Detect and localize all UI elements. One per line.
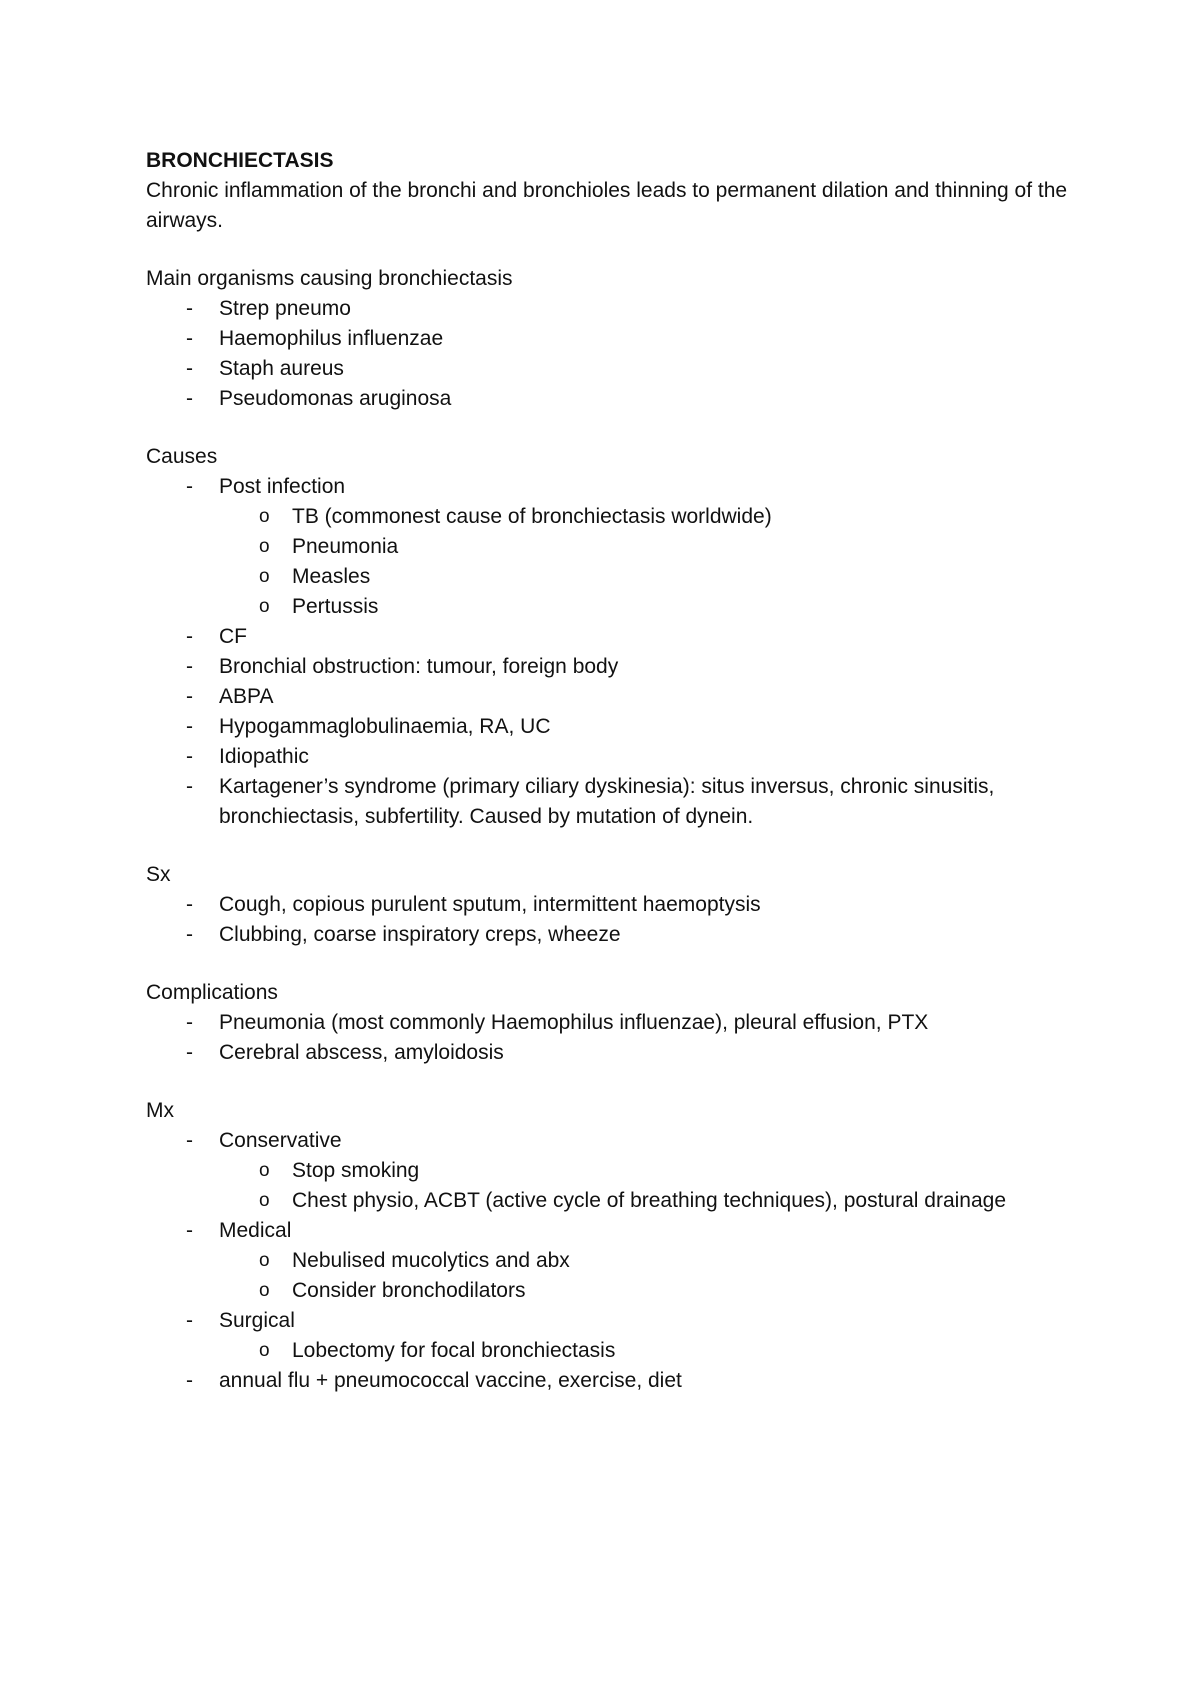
- list-item-text: Clubbing, coarse inspiratory creps, wheeze: [219, 923, 621, 946]
- dash-bullet-icon: -: [186, 625, 193, 648]
- list-item-text: Cerebral abscess, amyloidosis: [219, 1041, 504, 1064]
- sub-list-item: [219, 502, 1076, 532]
- dash-bullet-icon: -: [186, 357, 193, 380]
- list-item-text: CF: [219, 625, 247, 648]
- sub-list-wrapper: [146, 1336, 1076, 1366]
- list-item-text: Post infection: [219, 475, 346, 498]
- list-item: [146, 294, 1076, 324]
- sub-list-item-text: Chest physio, ACBT (active cycle of breathing techniques), postural drainage: [292, 1189, 1006, 1212]
- list-item: [146, 472, 1076, 502]
- document-body: [146, 146, 1076, 1396]
- list-item: [146, 384, 1076, 414]
- list-item: [146, 1306, 1076, 1336]
- list-item: [146, 1366, 1076, 1396]
- dash-bullet-icon: -: [186, 1129, 193, 1152]
- dash-bullet-icon: -: [186, 1369, 193, 1392]
- dash-bullet-icon: -: [186, 475, 193, 498]
- list-item: [146, 890, 1076, 920]
- list-item: [146, 622, 1076, 652]
- sub-list-item-text: Lobectomy for focal bronchiectasis: [292, 1339, 616, 1362]
- list-item: [146, 1216, 1076, 1246]
- section: [146, 442, 1076, 832]
- sub-list-item: [219, 1156, 1076, 1186]
- list-item-text: Surgical: [219, 1309, 295, 1332]
- circle-bullet-icon: o: [259, 566, 270, 587]
- section-heading: Mx: [146, 1099, 174, 1122]
- sub-list-item: [219, 1276, 1076, 1306]
- bullet-list: [146, 472, 1076, 832]
- list-item-text: Conservative: [219, 1129, 342, 1152]
- sub-list-item-text: TB (commonest cause of bronchiectasis worldwide): [292, 505, 772, 528]
- section: [146, 264, 1076, 414]
- section: [146, 978, 1076, 1068]
- circle-bullet-icon: o: [259, 1160, 270, 1181]
- circle-bullet-icon: o: [259, 1280, 270, 1301]
- bullet-list: [146, 1126, 1076, 1396]
- circle-bullet-icon: o: [259, 1190, 270, 1211]
- sub-list-item: [219, 592, 1076, 622]
- list-item-text: annual flu + pneumococcal vaccine, exercise, diet: [219, 1369, 682, 1392]
- list-item-text: Idiopathic: [219, 745, 309, 768]
- sub-list-item: [219, 562, 1076, 592]
- list-item: [146, 1008, 1076, 1038]
- bullet-list: [146, 890, 1076, 950]
- sub-list-item: [219, 532, 1076, 562]
- dash-bullet-icon: -: [186, 745, 193, 768]
- list-item: [146, 324, 1076, 354]
- sub-bullet-list: [219, 1336, 1076, 1366]
- dash-bullet-icon: -: [186, 923, 193, 946]
- dash-bullet-icon: -: [186, 1309, 193, 1332]
- list-item: [146, 682, 1076, 712]
- list-item-text: Bronchial obstruction: tumour, foreign body: [219, 655, 619, 678]
- intro-paragraph: Chronic inflammation of the bronchi and bronchioles leads to permanent dilation and thinning of the airways.: [146, 179, 1068, 232]
- sub-list-wrapper: [146, 1246, 1076, 1306]
- list-item: [146, 1126, 1076, 1156]
- list-item: [146, 354, 1076, 384]
- sub-list-item: [219, 1186, 1076, 1216]
- list-item-text: ABPA: [219, 685, 274, 708]
- dash-bullet-icon: -: [186, 327, 193, 350]
- circle-bullet-icon: o: [259, 1250, 270, 1271]
- dash-bullet-icon: -: [186, 775, 193, 798]
- list-item: [146, 712, 1076, 742]
- sub-list-item-text: Pertussis: [292, 595, 379, 618]
- dash-bullet-icon: -: [186, 893, 193, 916]
- section-heading: Sx: [146, 863, 171, 886]
- list-item: [146, 1038, 1076, 1068]
- document-title: BRONCHIECTASIS: [146, 149, 334, 172]
- list-item-text: Hypogammaglobulinaemia, RA, UC: [219, 715, 551, 738]
- list-item: [146, 652, 1076, 682]
- sub-bullet-list: [219, 1246, 1076, 1306]
- sub-list-wrapper: [146, 502, 1076, 622]
- list-item-text: Cough, copious purulent sputum, intermittent haemoptysis: [219, 893, 761, 916]
- section-heading: Causes: [146, 445, 218, 468]
- sub-list-item-text: Pneumonia: [292, 535, 399, 558]
- list-item-text: Pneumonia (most commonly Haemophilus influenzae), pleural effusion, PTX: [219, 1011, 929, 1034]
- sub-list-wrapper: [146, 1156, 1076, 1216]
- list-item-text: Medical: [219, 1219, 292, 1242]
- sub-list-item: [219, 1336, 1076, 1366]
- bullet-list: [146, 1008, 1076, 1068]
- dash-bullet-icon: -: [186, 685, 193, 708]
- section-heading: Complications: [146, 981, 278, 1004]
- section: [146, 1096, 1076, 1396]
- dash-bullet-icon: -: [186, 1011, 193, 1034]
- dash-bullet-icon: -: [186, 297, 193, 320]
- list-item-text: Strep pneumo: [219, 297, 351, 320]
- sections-container: [146, 264, 1076, 1396]
- sub-list-item-text: Consider bronchodilators: [292, 1279, 526, 1302]
- sub-list-item-text: Nebulised mucolytics and abx: [292, 1249, 570, 1272]
- list-item: [146, 742, 1076, 772]
- circle-bullet-icon: o: [259, 1340, 270, 1361]
- sub-list-item-text: Measles: [292, 565, 371, 588]
- circle-bullet-icon: o: [259, 506, 270, 527]
- list-item-text: Pseudomonas aruginosa: [219, 387, 452, 410]
- dash-bullet-icon: -: [186, 1219, 193, 1242]
- list-item: [146, 920, 1076, 950]
- list-item-text: Kartagener’s syndrome (primary ciliary dyskinesia): situs inversus, chronic sinusitis, bronchiectasis, subfertility. Caused by mutation of dynein.: [219, 775, 995, 828]
- section: [146, 860, 1076, 950]
- list-item-text: Staph aureus: [219, 357, 344, 380]
- circle-bullet-icon: o: [259, 536, 270, 557]
- list-item-text: Haemophilus influenzae: [219, 327, 444, 350]
- sub-list-item: [219, 1246, 1076, 1276]
- list-item: [146, 772, 1076, 832]
- dash-bullet-icon: -: [186, 387, 193, 410]
- sub-list-item-text: Stop smoking: [292, 1159, 420, 1182]
- dash-bullet-icon: -: [186, 715, 193, 738]
- circle-bullet-icon: o: [259, 596, 270, 617]
- sub-bullet-list: [219, 502, 1076, 622]
- dash-bullet-icon: -: [186, 1041, 193, 1064]
- dash-bullet-icon: -: [186, 655, 193, 678]
- bullet-list: [146, 294, 1076, 414]
- sub-bullet-list: [219, 1156, 1076, 1216]
- section-heading: Main organisms causing bronchiectasis: [146, 267, 513, 290]
